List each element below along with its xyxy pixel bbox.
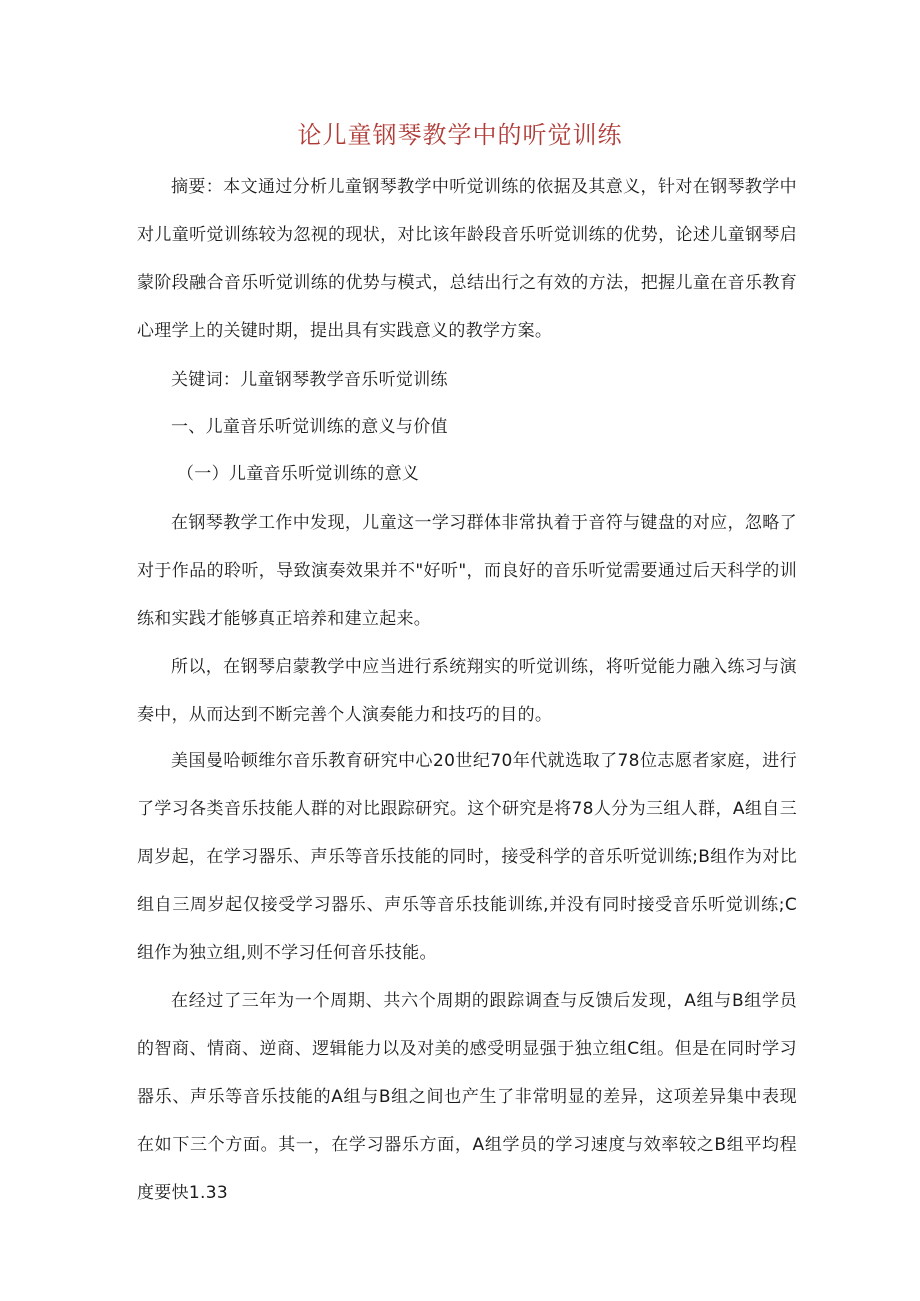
- abstract-paragraph: 摘要：本文通过分析儿童钢琴教学中听觉训练的依据及其意义，针对在钢琴教学中对儿童听觉训练较为忽视的现状，对比该年龄段音乐听觉训练的优势，论述儿童钢琴启蒙阶段融合音乐听觉训练的优势与模式，总结出行之有效的方法，把握儿童在音乐教育心理学上的关键时期，提出具有实践意义的教学方案。: [137, 177, 797, 341]
- body-paragraph: 在经过了三年为一个周期、共六个周期的跟踪调查与反馈后发现，A组与B组学员的智商、情商、逆商、逻辑能力以及对美的感受明显强于独立组C组。但是在同时学习器乐、声乐等音乐技能的A组与B组之间也产生了非常明显的差异，这项差异集中表现在如下三个方面。其一，在学习器乐方面，A组学员的学习速度与效率较之B组平均程度要快1.33: [137, 991, 797, 1203]
- document-title: 论儿童钢琴教学中的听觉训练: [297, 121, 623, 149]
- body-paragraph: 美国曼哈顿维尔音乐教育研究中心20世纪70年代就选取了78位志愿者家庭，进行了学习各类音乐技能人群的对比跟踪研究。这个研究是将78人分为三组人群，A组自三周岁起，在学习器乐、声乐等音乐技能的同时，接受科学的音乐听觉训练;B组作为对比组自三周岁起仅接受学习器乐、声乐等音乐技能训练,并没有同时接受音乐听觉训练;C组作为独立组,则不学习任何音乐技能。: [137, 751, 797, 963]
- keywords-line: 关键词：儿童钢琴教学音乐听觉训练: [171, 370, 448, 390]
- body-paragraph: 所以，在钢琴启蒙教学中应当进行系统翔实的听觉训练，将听觉能力融入练习与演奏中，从而达到不断完善个人演奏能力和技巧的目的。: [137, 657, 797, 725]
- body-paragraph: 在钢琴教学工作中发现，儿童这一学习群体非常执着于音符与键盘的对应，忽略了对于作品的聆听，导致演奏效果并不"好听"，而良好的音乐听觉需要通过后天科学的训练和实践才能够真正培养和建立起来。: [137, 513, 797, 629]
- subsection-heading-1-1: （一）儿童音乐听觉训练的意义: [177, 464, 420, 484]
- section-heading-1: 一、儿童音乐听觉训练的意义与价值: [171, 417, 448, 437]
